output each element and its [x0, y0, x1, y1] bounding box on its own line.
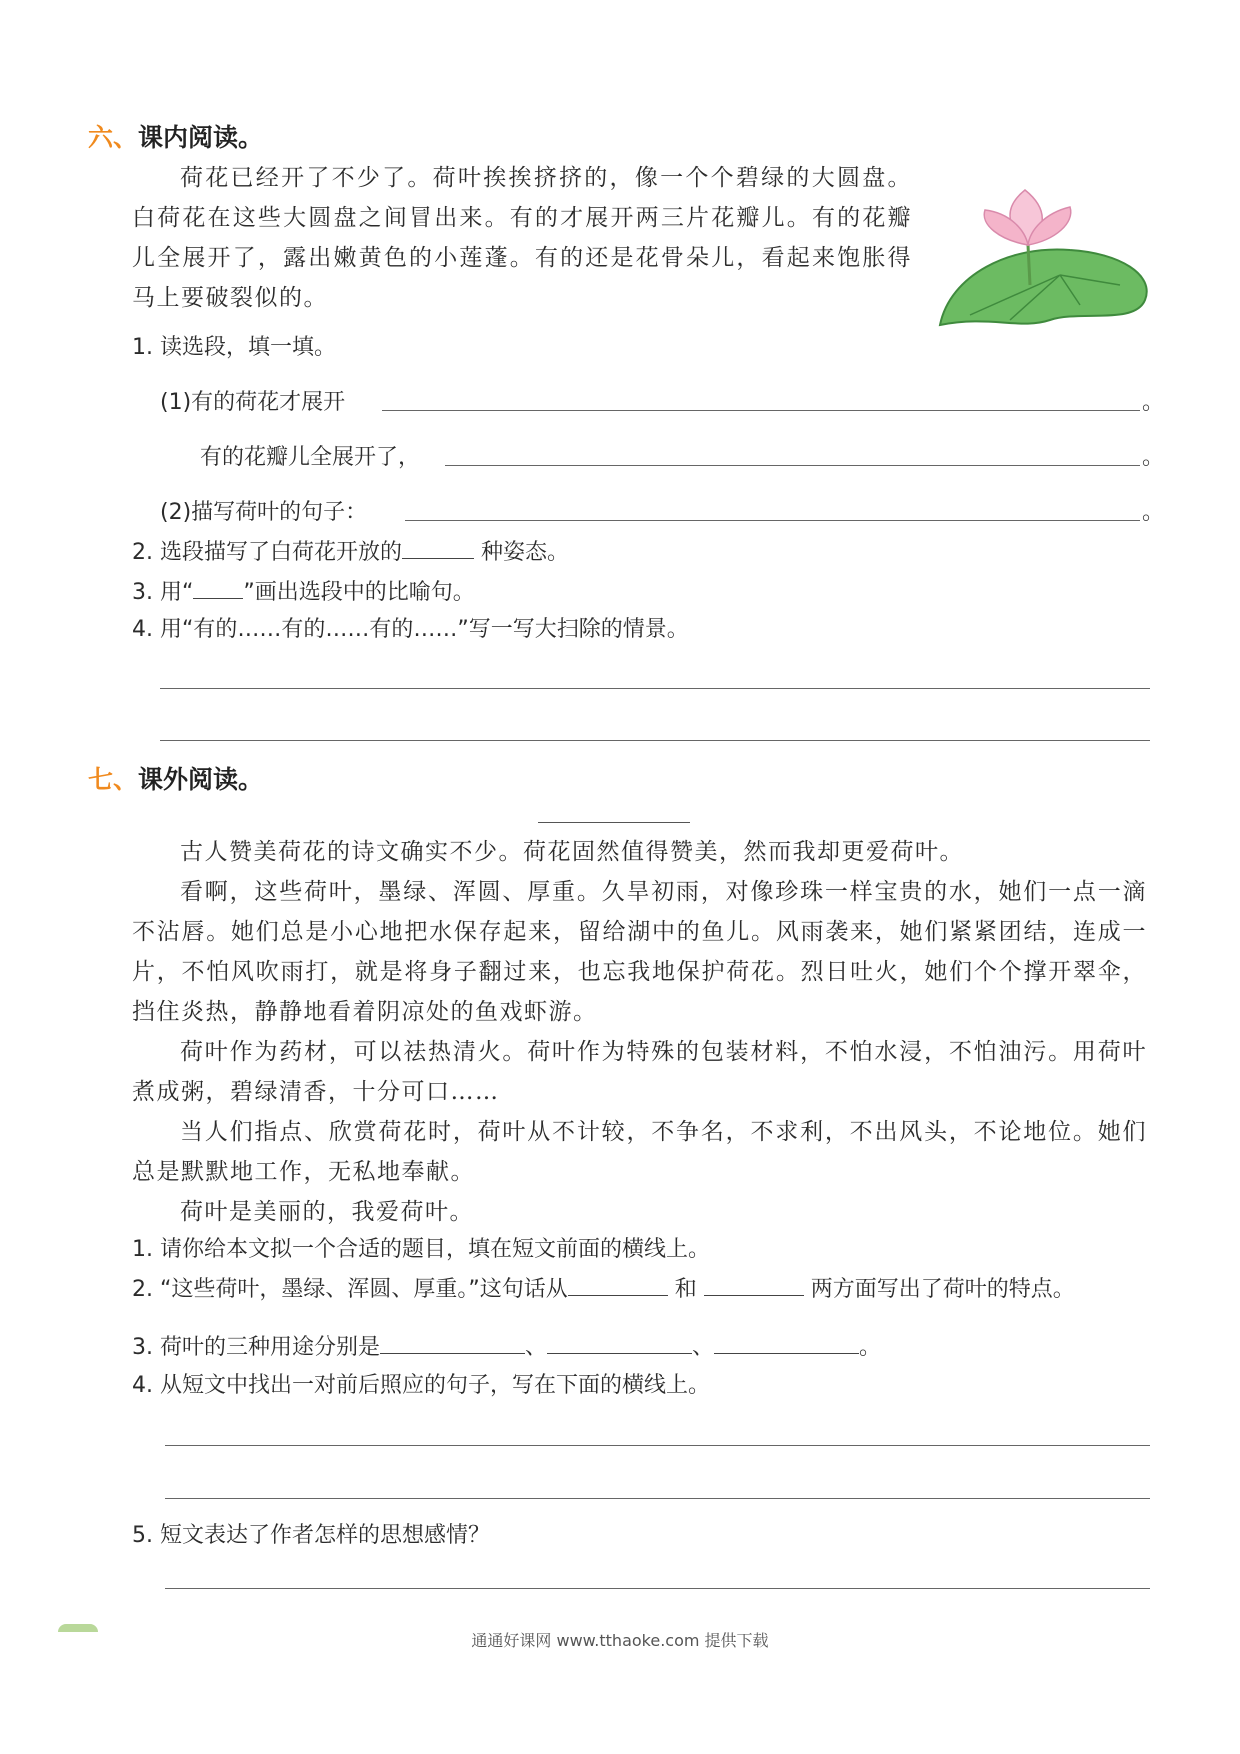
- section-6-passage: 荷花已经开了不少了。荷叶挨挨挤挤的，像一个个碧绿的大圆盘。白荷花在这些大圆盘之间冒出来。有的才展开两三片花瓣儿。有的花瓣儿全展开了，露出嫩黄色的小莲蓬。有的还是花骨朵儿，看起来饱胀得马上要破裂似的。: [132, 165, 912, 311]
- s7-q3-sep-1: 、: [524, 1335, 547, 1360]
- s7-q3-sep-2: 、: [692, 1335, 715, 1360]
- s6-q2-text: 2. 选段描写了白荷花开放的: [132, 540, 402, 565]
- s6-question-2: [132, 535, 569, 566]
- s7-question-4: 4. 从短文中找出一对前后照应的句子，写在下面的横线上。: [132, 1373, 710, 1398]
- s7-question-3: [132, 1330, 881, 1361]
- section-7-title: 课外阅读。: [138, 765, 264, 794]
- s7-paragraph-4: 当人们指点、欣赏荷花时，荷叶从不计较，不争名，不求利，不出风头，不论地位。她们总是默默地工作，无私地奉献。: [132, 1119, 1147, 1185]
- s7-q3-blank-1[interactable]: [380, 1333, 525, 1354]
- s7-q3-end: 。: [859, 1335, 882, 1360]
- section-6-title: 课内阅读。: [138, 123, 264, 152]
- s7-paragraph-2: 看啊，这些荷叶，墨绿、浑圆、厚重。久旱初雨，对像珍珠一样宝贵的水，她们一点一滴不沾唇。她们总是小心地把水保存起来，留给湖中的鱼儿。风雨袭来，她们紧紧团结，连成一片，不怕风吹雨打，就是将身子翻过来，也忘我地保护荷花。烈日吐火，她们个个撑开翠伞，挡住炎热，静静地看着阴凉处的鱼戏虾游。: [132, 879, 1147, 1025]
- s7-question-2: [132, 1272, 1075, 1303]
- s7-q2-text-end: 两方面写出了荷叶的特点。: [810, 1277, 1075, 1302]
- s7-question-1: 1. 请你给本文拟一个合适的题目，填在短文前面的横线上。: [132, 1237, 710, 1262]
- s6-period-3: 。: [1142, 500, 1165, 525]
- s6-answer-line-4[interactable]: [160, 688, 1150, 689]
- s7-q3-text: 3. 荷叶的三种用途分别是: [132, 1335, 380, 1360]
- section-7-passage: [132, 832, 1147, 1232]
- s6-question-1: 1. 读选段，填一填。: [132, 335, 336, 360]
- s6-q3-text-end: ”画出选段中的比喻句。: [243, 580, 475, 605]
- s6-answer-line-5[interactable]: [160, 740, 1150, 741]
- s7-answer-line-3[interactable]: [165, 1588, 1150, 1589]
- s7-title-blank[interactable]: [538, 822, 690, 823]
- s7-q2-text: 2. “这些荷叶，墨绿、浑圆、厚重。”这句话从: [132, 1277, 568, 1302]
- lotus-illustration-icon: [930, 175, 1160, 335]
- s7-paragraph-1: 古人赞美荷花的诗文确实不少。荷花固然值得赞美，然而我却更爱荷叶。: [180, 839, 964, 865]
- s6-period-2: 。: [1142, 445, 1165, 470]
- s6-answer-line-2[interactable]: [445, 465, 1140, 466]
- section-6-number: 六: [88, 123, 114, 152]
- s7-q2-blank-2[interactable]: [704, 1275, 804, 1296]
- s6-question-1-1: (1)有的荷花才展开: [160, 390, 346, 415]
- s7-question-5: 5. 短文表达了作者怎样的思想感情？: [132, 1523, 490, 1548]
- s7-q2-and: 和: [674, 1277, 697, 1302]
- s6-question-1-1b: 有的花瓣儿全展开了，: [200, 445, 421, 470]
- s7-answer-line-1[interactable]: [165, 1445, 1150, 1446]
- section-6-heading: [88, 118, 263, 154]
- s7-answer-line-2[interactable]: [165, 1498, 1150, 1499]
- s6-question-3: [132, 575, 475, 606]
- section-6-separator: 、: [113, 123, 139, 152]
- s6-q2-blank[interactable]: [402, 538, 474, 559]
- s7-paragraph-5: 荷叶是美丽的，我爱荷叶。: [180, 1199, 474, 1225]
- s6-answer-line-1[interactable]: [382, 410, 1140, 411]
- s6-question-1-2: (2)描写荷叶的句子：: [160, 500, 368, 525]
- s7-q3-blank-2[interactable]: [547, 1333, 692, 1354]
- s7-q3-blank-3[interactable]: [714, 1333, 859, 1354]
- s6-q3-text: 3. 用“: [132, 580, 194, 605]
- s6-q2-text-end: 种姿态。: [480, 540, 569, 565]
- s6-period-1: 。: [1142, 390, 1165, 415]
- s7-q2-blank-1[interactable]: [568, 1275, 668, 1296]
- s6-question-4: 4. 用“有的……有的……有的……”写一写大扫除的情景。: [132, 617, 689, 642]
- s7-paragraph-3: 荷叶作为药材，可以祛热清火。荷叶作为特殊的包装材料，不怕水浸，不怕油污。用荷叶煮成粥，碧绿清香，十分可口……: [132, 1039, 1147, 1105]
- section-7-separator: 、: [113, 765, 139, 794]
- section-7-number: 七: [88, 765, 114, 794]
- section-7-heading: [88, 760, 263, 796]
- footer-watermark: 通通好课网 www.tthaoke.com 提供下载: [471, 1631, 769, 1650]
- s6-answer-line-3[interactable]: [405, 520, 1140, 521]
- s6-q3-underline-sample: [193, 578, 243, 599]
